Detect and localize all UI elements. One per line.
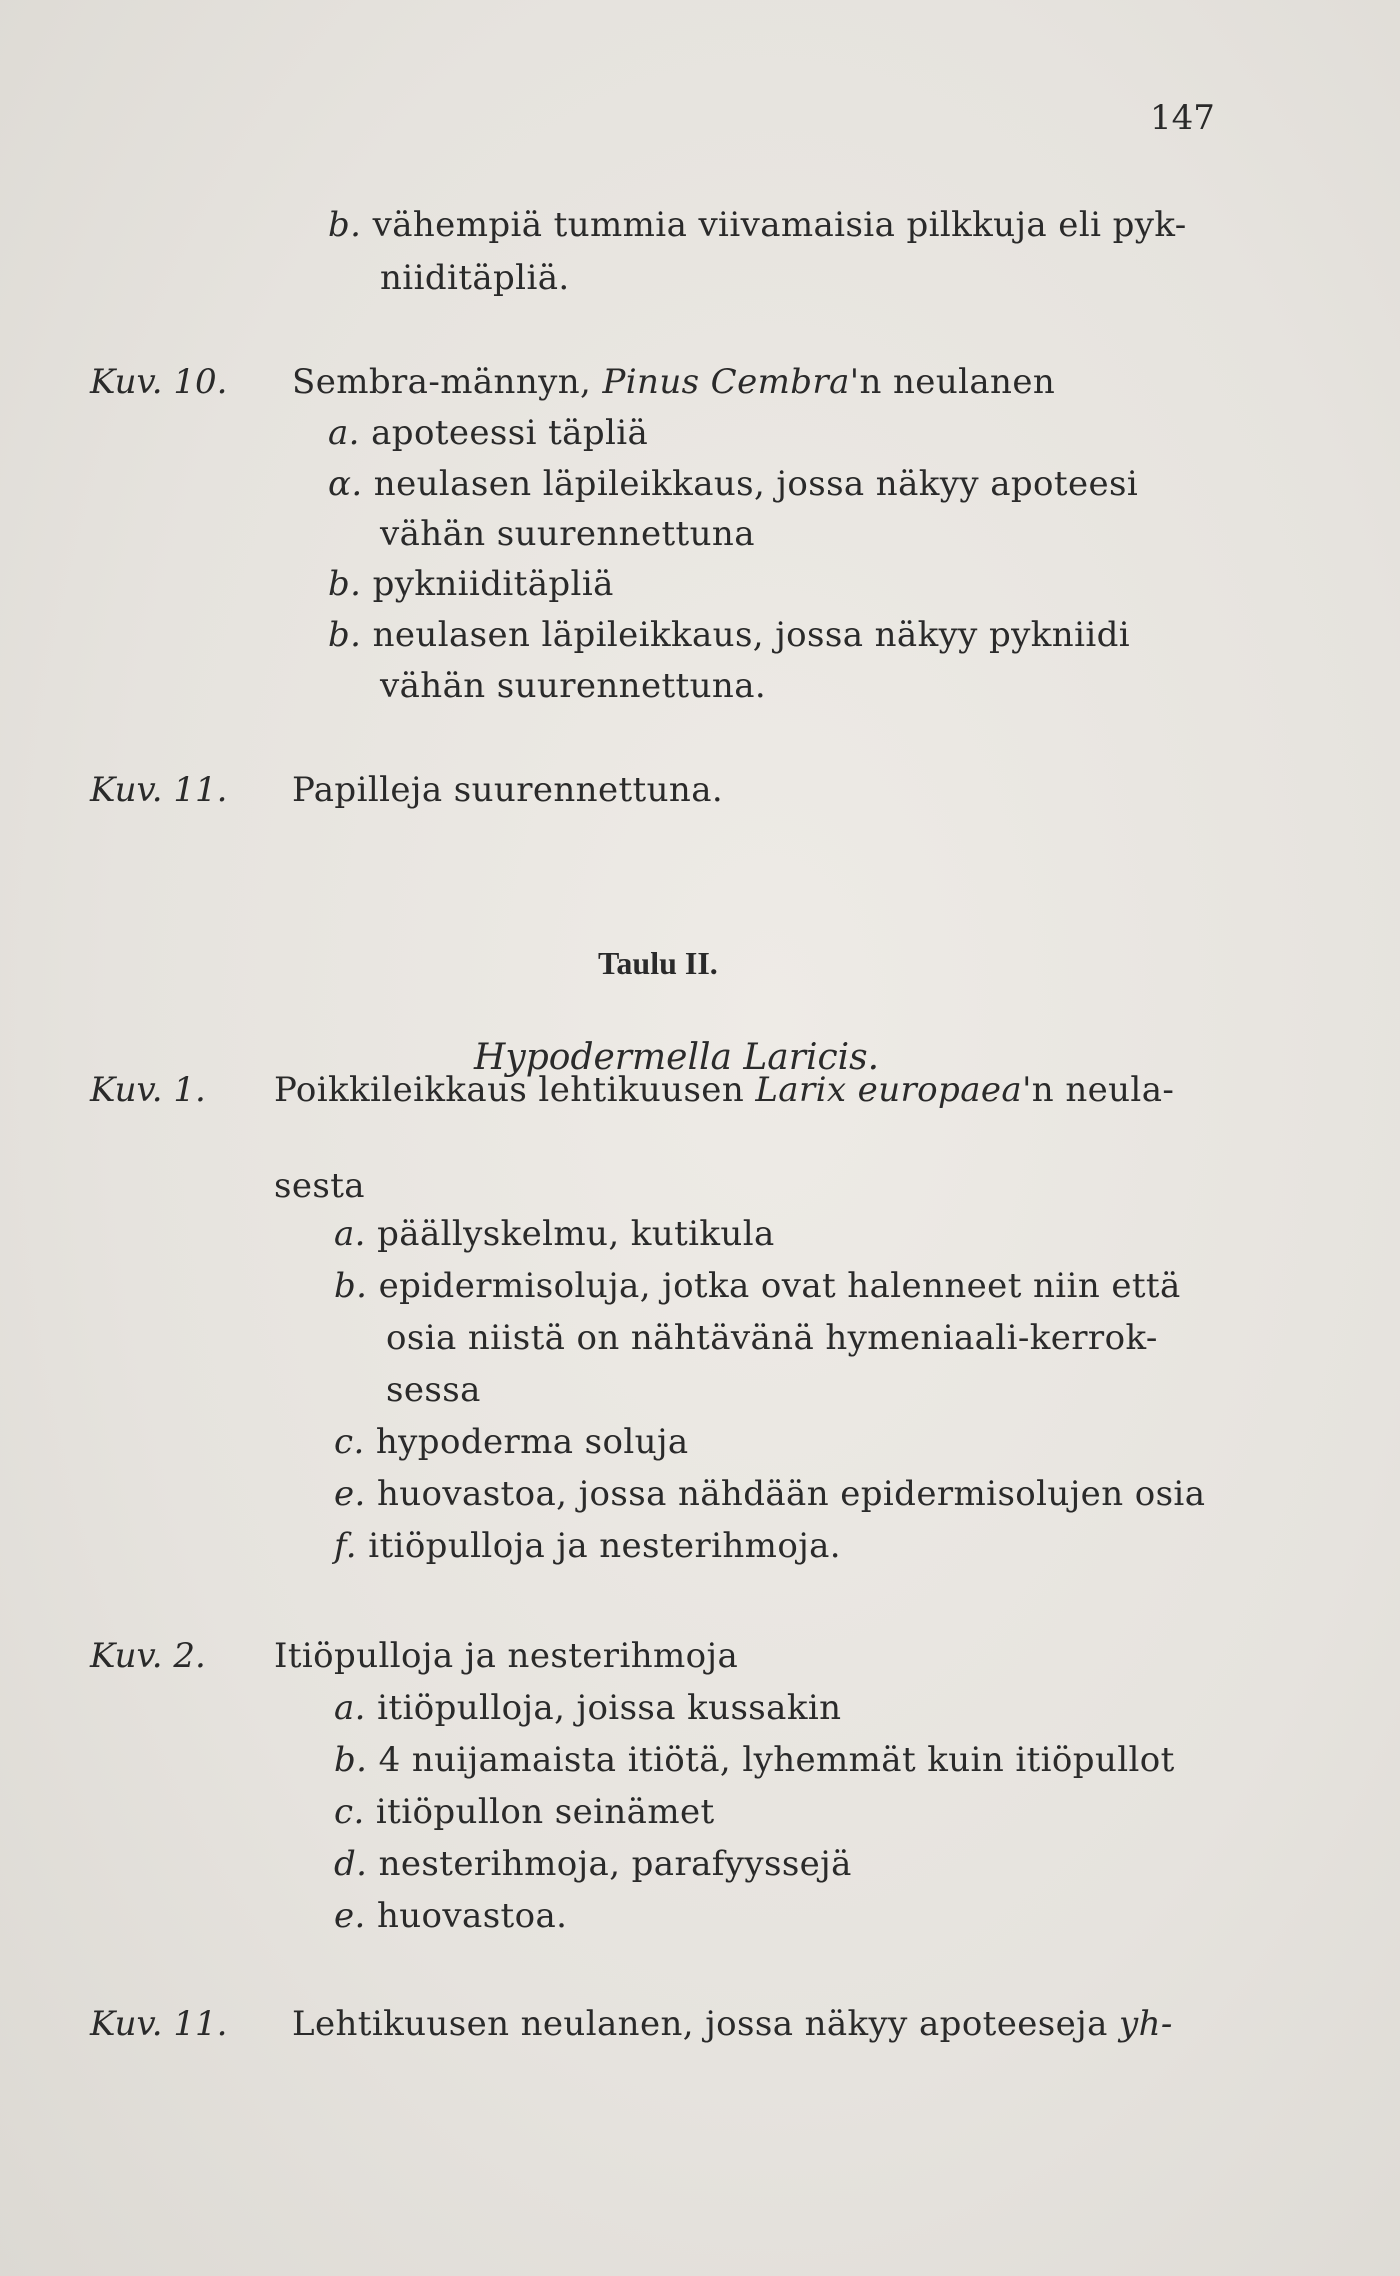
item-letter: α. bbox=[328, 464, 363, 504]
item-letter: b. bbox=[334, 1266, 368, 1306]
figure-title-continuation: sesta bbox=[274, 1166, 365, 1206]
list-item bbox=[334, 1526, 841, 1566]
page-number: 147 bbox=[1150, 98, 1215, 138]
list-item bbox=[334, 1792, 715, 1832]
item-text: niiditäpliä. bbox=[380, 258, 570, 298]
item-letter: a. bbox=[334, 1688, 366, 1728]
item-text: itiöpulloja, joissa kussakin bbox=[377, 1688, 842, 1728]
plate-subtitle: Hypodermella Laricis. bbox=[474, 1037, 880, 1078]
title-italic-text: yh- bbox=[1118, 2004, 1173, 2044]
list-item bbox=[334, 1896, 567, 1936]
list-item bbox=[328, 564, 614, 604]
item-letter: e. bbox=[334, 1474, 366, 1514]
item-letter: b. bbox=[334, 1740, 368, 1780]
list-item bbox=[334, 1474, 1205, 1514]
figure-label: Kuv. 1. bbox=[90, 1070, 206, 1110]
item-text: itiöpullon seinämet bbox=[375, 1792, 715, 1832]
title-text: Poikkileikkaus lehtikuusen bbox=[274, 1070, 756, 1110]
list-item bbox=[328, 413, 648, 453]
item-letter: b. bbox=[328, 615, 362, 655]
item-letter: b. bbox=[328, 205, 362, 245]
list-item bbox=[334, 1266, 1181, 1306]
item-letter: b. bbox=[328, 564, 362, 604]
item-text: vähän suurennettuna. bbox=[380, 666, 767, 706]
item-letter: f. bbox=[334, 1526, 357, 1566]
item-text: sessa bbox=[386, 1370, 481, 1410]
item-text: osia niistä on nähtävänä hymeniaali-kerrok- bbox=[386, 1318, 1158, 1358]
figure-title: Papilleja suurennettuna. bbox=[292, 770, 724, 810]
item-text: hypoderma soluja bbox=[375, 1422, 689, 1462]
species-name: Larix europaea bbox=[755, 1070, 1023, 1110]
title-text: 'n neula- bbox=[1022, 1070, 1175, 1110]
list-item bbox=[334, 1844, 852, 1884]
figure-label: Kuv. 11. bbox=[90, 2004, 228, 2044]
item-text: huovastoa. bbox=[376, 1896, 568, 1936]
list-item bbox=[334, 1214, 775, 1254]
figure-title bbox=[274, 1070, 1174, 1110]
figure-title: Itiöpulloja ja nesterihmoja bbox=[274, 1636, 739, 1676]
list-item-continuation bbox=[386, 1318, 1158, 1358]
list-item bbox=[334, 1740, 1175, 1780]
title-text: 'n neulanen bbox=[849, 362, 1056, 402]
plate-title: Taulu II. bbox=[598, 945, 718, 981]
item-text: huovastoa, jossa nähdään epidermisolujen osia bbox=[376, 1474, 1206, 1514]
item-letter: c. bbox=[334, 1422, 365, 1462]
item-text: vähän suurennettuna bbox=[380, 514, 755, 554]
item-letter: e. bbox=[334, 1896, 366, 1936]
list-item bbox=[334, 1688, 841, 1728]
list-item-continuation bbox=[380, 258, 570, 298]
title-text: Lehtikuusen neulanen, jossa näkyy apoteeseja bbox=[292, 2004, 1119, 2044]
item-text: apoteessi täpliä bbox=[371, 413, 649, 453]
item-letter: d. bbox=[334, 1844, 368, 1884]
item-text: epidermisoluja, jotka ovat halenneet niin että bbox=[378, 1266, 1181, 1306]
list-item-continuation bbox=[380, 666, 766, 706]
figure-title bbox=[292, 362, 1055, 402]
figure-title bbox=[292, 2004, 1173, 2044]
item-text: päällyskelmu, kutikula bbox=[377, 1214, 775, 1254]
item-text: neulasen läpileikkaus, jossa näkyy apoteesi bbox=[373, 464, 1139, 504]
item-letter: c. bbox=[334, 1792, 365, 1832]
list-item bbox=[328, 205, 1187, 245]
list-item-continuation bbox=[380, 514, 755, 554]
item-text: vähempiä tummia viivamaisia pilkkuja eli pyk- bbox=[372, 205, 1187, 245]
list-item-continuation bbox=[386, 1370, 481, 1410]
item-text: nesterihmoja, parafyyssejä bbox=[378, 1844, 852, 1884]
item-text: neulasen läpileikkaus, jossa näkyy pykniidi bbox=[372, 615, 1131, 655]
figure-label: Kuv. 10. bbox=[90, 362, 228, 402]
item-text: 4 nuijamaista itiötä, lyhemmät kuin itiöpullot bbox=[378, 1740, 1175, 1780]
list-item bbox=[328, 464, 1138, 504]
title-text: Sembra-männyn, bbox=[292, 362, 603, 402]
item-letter: a. bbox=[334, 1214, 366, 1254]
list-item bbox=[328, 615, 1130, 655]
list-item bbox=[334, 1422, 689, 1462]
figure-label: Kuv. 2. bbox=[90, 1636, 206, 1676]
species-name: Pinus Cembra bbox=[602, 362, 850, 402]
item-text: itiöpulloja ja nesterihmoja. bbox=[368, 1526, 842, 1566]
item-letter: a. bbox=[328, 413, 360, 453]
item-text: pykniiditäpliä bbox=[372, 564, 614, 604]
figure-label: Kuv. 11. bbox=[90, 770, 228, 810]
